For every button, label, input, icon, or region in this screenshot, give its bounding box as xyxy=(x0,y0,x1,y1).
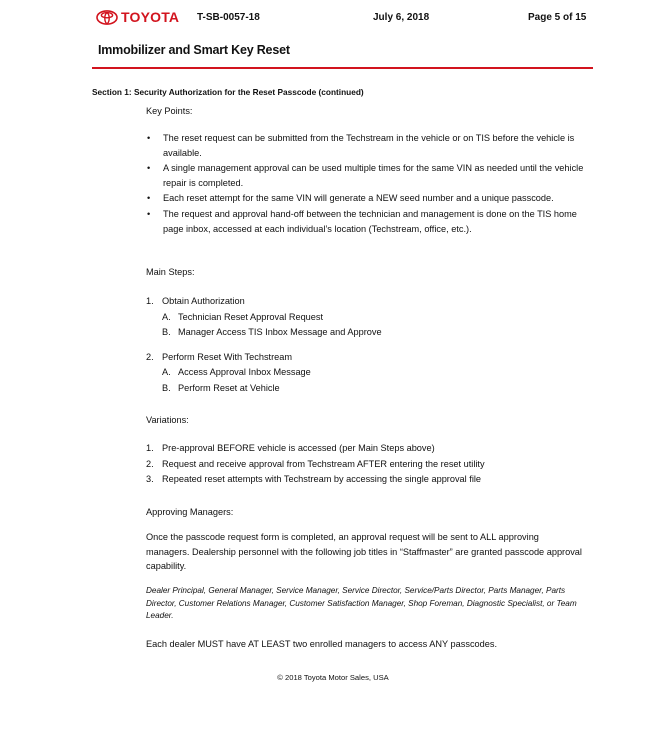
title-divider xyxy=(92,67,593,69)
bulletin-id: T-SB-0057-18 xyxy=(197,12,260,23)
list-item: B. Perform Reset at Vehicle xyxy=(162,382,280,393)
brand-wordmark: TOYOTA xyxy=(121,9,180,25)
key-points-label: Key Points: xyxy=(146,106,193,116)
toyota-emblem-icon xyxy=(96,10,118,25)
list-item: • The request and approval hand-off between the technician and management is done on the TIS home page inbox, accessed at each individual’s location (Techstream, office, etc.). xyxy=(147,208,577,234)
main-steps-list xyxy=(146,294,586,396)
list-item: 1. Pre-approval BEFORE vehicle is accessed (per Main Steps above) xyxy=(146,443,435,453)
section-heading: Section 1: Security Authorization for the Reset Passcode (continued) xyxy=(92,87,364,97)
main-steps-label: Main Steps: xyxy=(146,267,195,277)
bulletin-date: July 6, 2018 xyxy=(373,12,430,23)
bullet-icon: • xyxy=(147,208,151,219)
list-item: 3. Repeated reset attempts with Techstream by accessing the single approval file xyxy=(146,474,482,484)
copyright-footer: © 2018 Toyota Motor Sales, USA xyxy=(277,673,389,682)
list-item: 2. Request and receive approval from Techstream AFTER entering the reset utility xyxy=(146,458,485,469)
list-item: B. Manager Access TIS Inbox Message and Approve xyxy=(162,327,382,337)
key-points-list xyxy=(146,131,586,237)
list-item: 1. Obtain Authorization xyxy=(146,296,245,306)
list-item: 2. Perform Reset With Techstream xyxy=(146,351,293,362)
variations-list xyxy=(146,441,586,488)
approving-managers-label: Approving Managers: xyxy=(146,507,234,517)
approver-titles: Dealer Principal, General Manager, Service Manager, Service Director, Service/Parts Director, Parts Manager, Parts Director, Customer Relations Manager, Customer Satisfaction Manager, Shop Foreman, Diagnostic Specialist, or Team Leader. xyxy=(146,586,577,621)
bullet-icon: • xyxy=(147,133,151,143)
bullet-icon: • xyxy=(147,193,151,204)
document-title: Immobilizer and Smart Key Reset xyxy=(98,43,290,57)
toyota-logo xyxy=(96,9,179,25)
list-item: • Each reset attempt for the same VIN will generate a NEW seed number and a unique passcode. xyxy=(146,191,586,206)
bullet-icon: • xyxy=(147,163,151,174)
list-item: • The reset request can be submitted from the Techstream in the vehicle or on TIS before the vehicle is available. xyxy=(147,133,575,158)
list-item: • A single management approval can be used multiple times for the same VIN as needed until the vehicle repair is completed. xyxy=(147,163,584,188)
variations-label: Variations: xyxy=(146,415,189,425)
approval-paragraph: Once the passcode request form is completed, an approval request will be sent to ALL approving managers. Dealership personnel with the following job titles in “Staffmaster” are granted passcode approval capability. xyxy=(146,532,582,572)
page-number: Page 5 of 15 xyxy=(528,12,587,23)
list-item: A. Technician Reset Approval Request xyxy=(162,311,324,322)
list-item: A. Access Approval Inbox Message xyxy=(162,367,311,377)
manager-requirement: Each dealer MUST have AT LEAST two enrolled managers to access ANY passcodes. xyxy=(146,639,498,649)
